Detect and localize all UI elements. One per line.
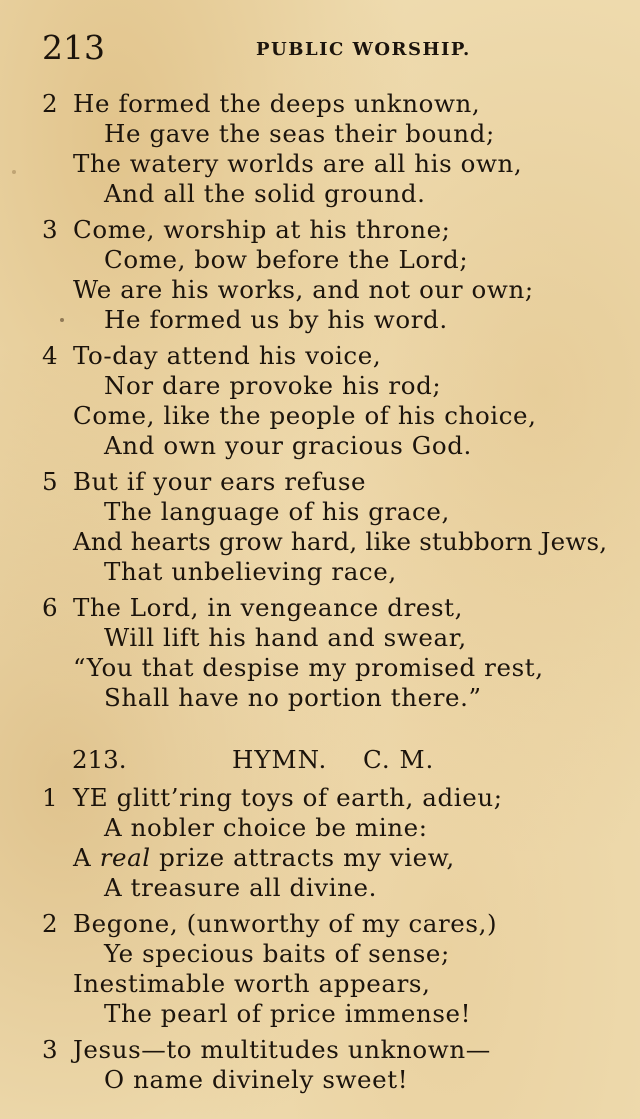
verse-line: A nobler choice be mine: <box>104 813 428 842</box>
paper-speck <box>12 170 16 174</box>
hymn-meter: C. M. <box>363 745 435 774</box>
verse-line: A real prize attracts my view, <box>73 843 455 872</box>
verse-line: The Lord, in vengeance drest, <box>73 593 463 622</box>
verse-line: Inestimable worth appears, <box>73 969 431 998</box>
verse-line: To-day attend his voice, <box>73 341 382 370</box>
verse-line: The language of his grace, <box>104 497 450 526</box>
verse-line: The watery worlds are all his own, <box>73 149 523 178</box>
verse-line: And own your gracious God. <box>104 431 472 460</box>
verse-line: Shall have no portion there.” <box>104 683 482 712</box>
page-number: 213 <box>42 28 105 67</box>
hymn-number: 213. <box>72 745 127 774</box>
verse-line: That unbelieving race, <box>104 557 397 586</box>
stanza-number: 2 <box>42 909 58 938</box>
stanza-number: 2 <box>42 89 58 118</box>
verse-line: Nor dare provoke his rod; <box>104 371 442 400</box>
verse-line: A treasure all divine. <box>104 873 378 902</box>
verse-line: We are his works, and not our own; <box>73 275 534 304</box>
verse-line: O name divinely sweet! <box>104 1065 409 1094</box>
verse-line: And all the solid ground. <box>104 179 426 208</box>
emphasis: real <box>99 843 151 872</box>
verse-line: Come, worship at his throne; <box>73 215 451 244</box>
stanza-number: 6 <box>42 593 58 622</box>
page-header <box>42 26 602 70</box>
verse-line: “You that despise my promised rest, <box>73 653 544 682</box>
verse-line: Will lift his hand and swear, <box>104 623 467 652</box>
verse-line: He formed the deeps unknown, <box>73 89 481 118</box>
verse-line: YE glitt’ring toys of earth, adieu; <box>73 783 503 812</box>
stanza-number: 4 <box>42 341 58 370</box>
hymn-title: HYMN. <box>232 745 328 774</box>
verse-line: Jesus—to multitudes unknown— <box>73 1035 491 1064</box>
running-head: PUBLIC WORSHIP. <box>256 39 471 60</box>
verse-line: Ye specious baits of sense; <box>104 939 450 968</box>
stanza-number: 3 <box>42 215 58 244</box>
verse-line: He gave the seas their bound; <box>104 119 495 148</box>
stanza-number: 3 <box>42 1035 58 1064</box>
verse-line: And hearts grow hard, like stubborn Jews, <box>73 527 608 556</box>
verse-line: He formed us by his word. <box>104 305 448 334</box>
stanza-number: 1 <box>42 783 58 812</box>
verse-line: The pearl of price immense! <box>104 999 472 1028</box>
paper-speck <box>60 318 64 322</box>
stanza-number: 5 <box>42 467 58 496</box>
verse-line: But if your ears refuse <box>73 467 367 496</box>
verse-line: Come, bow before the Lord; <box>104 245 469 274</box>
verse-line: Begone, (unworthy of my cares,) <box>73 909 498 938</box>
verse-line: Come, like the people of his choice, <box>73 401 537 430</box>
